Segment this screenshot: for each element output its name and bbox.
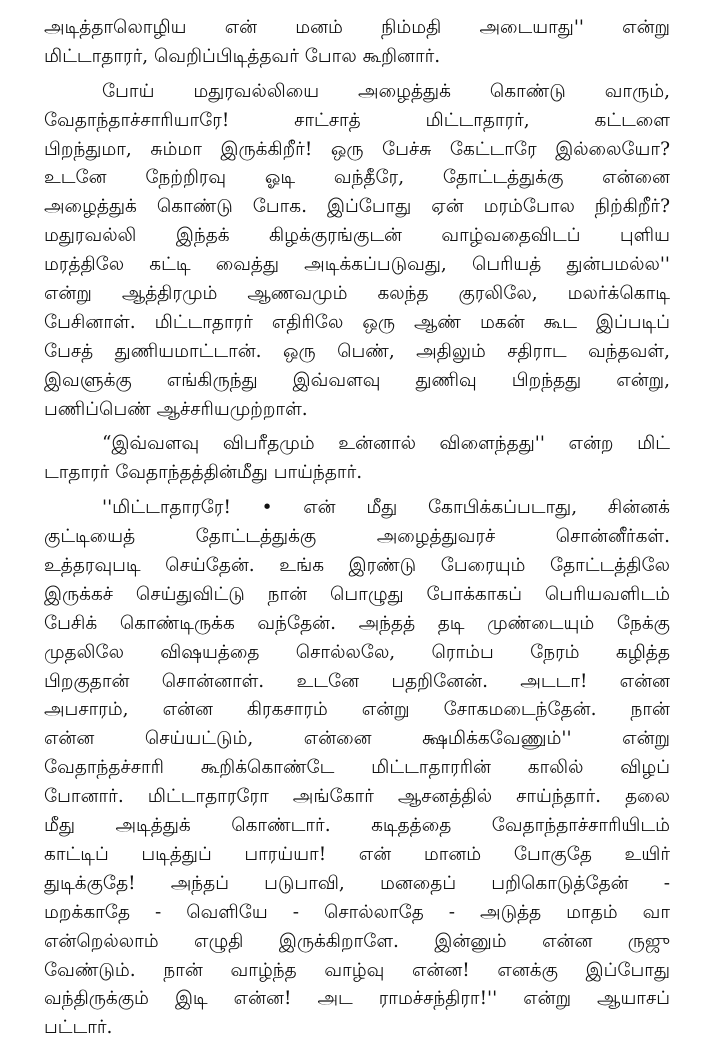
text-line: அடித்தாலொழிய என் மனம் நிம்மதி அடையாது'' என்று <box>44 17 670 38</box>
paragraph-2 <box>44 78 670 425</box>
text-line: மிட்டாதாரர், வெறிப்பிடித்தவர் போல கூறினார். <box>44 45 441 67</box>
paragraph-3 <box>44 430 670 488</box>
text-line: பேசினாள். மிட்டாதாரர் எதிரிலே ஒரு ஆண் மகன் கூட இப்படிப் <box>44 311 670 333</box>
paragraph-1 <box>44 14 670 72</box>
text-line: உடனே நேற்றிரவு ஓடி வந்தீரே, தோட்டத்துக்கு என்னை <box>44 167 670 189</box>
text-line: பணிப்பெண் ஆச்சரியமுற்றாள். <box>44 398 308 420</box>
text-line: மறக்காதே - வெளியே - சொல்லாதே - அடுத்த மாதம் வா <box>44 901 670 923</box>
text-line: போய் மதுரவல்லியை அழைத்துக் கொண்டு வாரும், <box>102 80 670 102</box>
text-line: துடிக்குதே! அந்தப் படுபாவி, மனதைப் பறிகொடுத்தேன் - <box>44 872 670 894</box>
text-line: இருக்கச் செய்துவிட்டு நான் பொழுது போக்காகப் பெரியவளிடம் <box>44 583 670 605</box>
text-line: உத்தரவுபடி செய்தேன். உங்க இரண்டு பேரையும் தோட்டத்திலே <box>44 555 670 577</box>
paragraph-4 <box>44 494 670 1043</box>
text-line: என்ன செய்யட்டும், என்னை க்ஷமிக்கவேணும்'' என்று <box>44 728 670 750</box>
text-line: என்றெல்லாம் எழுதி இருக்கிறாளே. இன்னும் என்ன ருஜு <box>44 930 670 952</box>
text-line: இவளுக்கு எங்கிருந்து இவ்வளவு துணிவு பிறந்தது என்று, <box>44 369 670 391</box>
text-line: டாதாரர் வேதாந்தத்தின்மீது பாய்ந்தார். <box>44 462 363 484</box>
text-line: பட்டார். <box>44 1017 113 1039</box>
text-line: வேதாந்தாச்சாரியாரே! சாட்சாத் மிட்டாதாரர், கட்டளை <box>44 109 670 131</box>
text-line: மரத்திலே கட்டி வைத்து அடிக்கப்படுவது, பெரியத் துன்பமல்ல'' <box>44 254 670 276</box>
text-line: ''மிட்டாதாரரே! • என் மீது கோபிக்கப்படாது, சின்னக் <box>102 497 670 519</box>
text-line: அபசாரம், என்ன கிரகசாரம் என்று சோகமடைந்தேன். நான் <box>44 699 670 721</box>
text-line: போனார். மிட்டாதாரரோ அங்கோர் ஆசனத்தில் சாய்ந்தார். தலை <box>44 786 670 808</box>
text-line: பிறந்துமா, சும்மா இருக்கிறீர்! ஒரு பேச்சு கேட்டாரே இல்லையோ? <box>44 138 670 160</box>
text-line: முதலிலே விஷயத்தை சொல்லலே, ரொம்ப நேரம் கழித்த <box>44 641 670 663</box>
page-body-text <box>44 14 670 1043</box>
text-line: வேண்டும். நான் வாழ்ந்த வாழ்வு என்ன! எனக்கு இப்போது <box>44 959 670 981</box>
text-line: பேசத் துணியமாட்டான். ஒரு பெண், அதிலும் சதிராட வந்தவள், <box>44 340 670 362</box>
text-line: வேதாந்தச்சாரி கூறிக்கொண்டே மிட்டாதாரரின் காலில் விழப் <box>44 757 670 779</box>
text-line: வந்திருக்கும் இடி என்ன! அட ராமச்சந்திரா!'' என்று ஆயாசப் <box>44 988 670 1010</box>
text-line: பிறகுதான் சொன்னாள். உடனே பதறினேன். அடடா! என்ன <box>44 670 670 692</box>
text-line: மீது அடித்துக் கொண்டார். கடிதத்தை வேதாந்தாச்சாரியிடம் <box>44 815 670 837</box>
text-line: குட்டியைத் தோட்டத்துக்கு அழைத்துவரச் சொன்னீர்கள். <box>44 526 670 548</box>
text-line: காட்டிப் படித்துப் பாரய்யா! என் மானம் போகுதே உயிர் <box>44 843 670 865</box>
text-line: அழைத்துக் கொண்டு போக. இப்போது ஏன் மரம்போல நிற்கிறீர்? <box>44 196 670 218</box>
text-line: என்று ஆத்திரமும் ஆணவமும் கலந்த குரலிலே, மலர்க்கொடி <box>44 283 670 305</box>
text-line: “இவ்வளவு விபரீதமும் உன்னால் விளைந்தது'' என்ற மிட் <box>102 433 670 455</box>
text-line: மதுரவல்லி இந்தக் கிழக்குரங்குடன் வாழ்வதைவிடப் புளிய <box>44 225 670 247</box>
text-line: பேசிக் கொண்டிருக்க வந்தேன். அந்தத் தடி முண்டையும் நேக்கு <box>44 612 670 634</box>
